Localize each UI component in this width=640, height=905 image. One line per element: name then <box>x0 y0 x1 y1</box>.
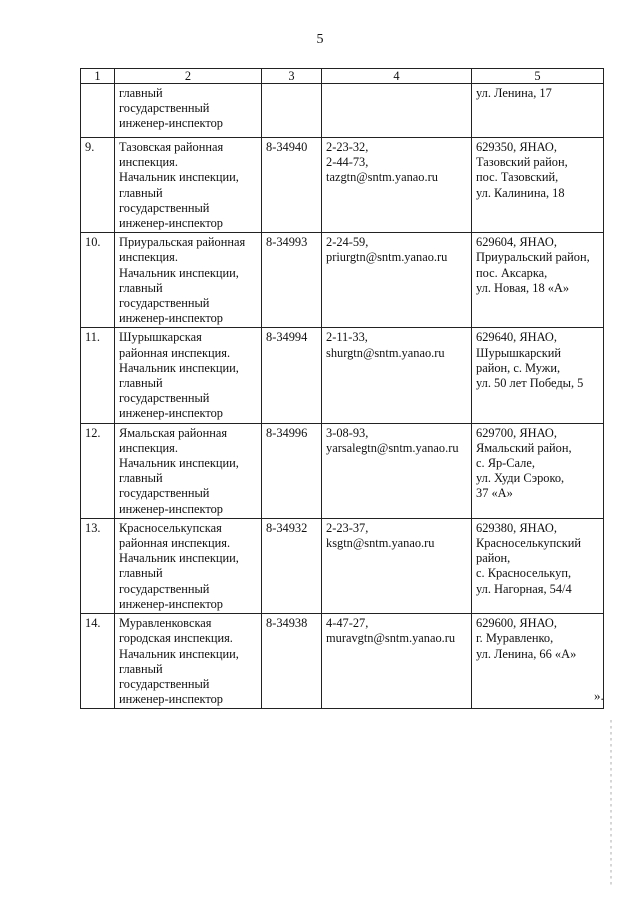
organization-line: инженер-инспектор <box>119 692 224 707</box>
phone-email-line: 2-23-32, <box>326 140 369 154</box>
organization-line: Тазовская районная <box>119 140 224 154</box>
organization-cell <box>115 84 262 138</box>
phone-email-line: yarsalegtn@sntm.yanao.ru <box>326 440 459 455</box>
organization-line: Муравленковская <box>119 616 212 631</box>
phone-email-cell <box>322 518 472 613</box>
row-number: 14. <box>81 614 115 709</box>
address-cell <box>472 84 604 138</box>
row-number: 12. <box>81 423 115 518</box>
organization-line: инженер-инспектор <box>119 116 224 131</box>
organization-line: инспекция. <box>119 250 178 265</box>
column-header: 1 <box>81 69 115 84</box>
phone-email-line: priurgtn@sntm.yanao.ru <box>326 250 448 265</box>
organization-line: главный <box>119 185 163 200</box>
address-cell <box>472 423 604 518</box>
organization-cell <box>115 233 262 328</box>
row-number: 11. <box>81 328 115 423</box>
organization-line: Красноселькупская <box>119 520 222 535</box>
address-line: район, с. Мужи, <box>476 360 561 375</box>
organization-line: государственный <box>119 581 210 596</box>
organization-line: главный <box>119 566 163 581</box>
address-line: 629604, ЯНАО, <box>476 235 557 250</box>
organization-cell <box>115 518 262 613</box>
organization-line: Начальник инспекции, <box>119 551 239 566</box>
closing-quote-mark: ». <box>594 688 604 703</box>
phone-email-line: tazgtn@sntm.yanao.ru <box>326 170 438 185</box>
address-line: 629600, ЯНАО, <box>476 616 557 631</box>
column-header: 2 <box>115 69 262 84</box>
address-line: 37 «А» <box>476 486 513 501</box>
organization-line: инженер-инспектор <box>119 311 224 326</box>
address-line: 629380, ЯНАО, <box>476 520 557 535</box>
column-header: 3 <box>262 69 322 84</box>
organization-line: инженер-инспектор <box>119 596 224 611</box>
address-line: Приуральский район, <box>476 250 590 265</box>
phone-email-cell <box>322 328 472 423</box>
phone-email-line: 4-47-27, <box>326 616 369 631</box>
organization-line: Начальник инспекции, <box>119 646 239 661</box>
organization-line: Начальник инспекции, <box>119 265 239 280</box>
address-line: 629700, ЯНАО, <box>476 425 557 440</box>
phone-code-cell <box>262 84 322 138</box>
table-row <box>81 84 604 138</box>
phone-code-cell: 8-34938 <box>262 614 322 709</box>
address-line: пос. Тазовский, <box>476 170 559 185</box>
phone-email-line: 2-23-37, <box>326 520 369 535</box>
phone-email-line: ksgtn@sntm.yanao.ru <box>326 536 435 551</box>
column-header: 4 <box>322 69 472 84</box>
organization-line: инженер-инспектор <box>119 406 224 421</box>
address-line: Шурышкарский <box>476 345 562 360</box>
address-cell <box>472 233 604 328</box>
phone-code-cell: 8-34993 <box>262 233 322 328</box>
address-line: с. Красноселькуп, <box>476 566 572 581</box>
organization-line: Начальник инспекции, <box>119 456 239 471</box>
organization-line: государственный <box>119 101 210 116</box>
address-line: ул. Ленина, 17 <box>476 86 552 100</box>
address-line: ул. Нагорная, 54/4 <box>476 581 572 596</box>
organization-line: государственный <box>119 676 210 691</box>
table-body <box>81 84 604 709</box>
organization-line: Начальник инспекции, <box>119 170 239 185</box>
organization-line: инженер-инспектор <box>119 501 224 516</box>
phone-email-cell <box>322 423 472 518</box>
phone-code-cell: 8-34994 <box>262 328 322 423</box>
address-line: г. Муравленко, <box>476 631 554 646</box>
address-cell <box>472 138 604 233</box>
phone-email-cell <box>322 233 472 328</box>
organization-line: инженер-инспектор <box>119 216 224 231</box>
organization-line: государственный <box>119 486 210 501</box>
organization-line: главный <box>119 471 163 486</box>
address-cell <box>472 328 604 423</box>
row-number: 9. <box>81 138 115 233</box>
address-line: ул. Худи Сэроко, <box>476 471 565 486</box>
organization-line: государственный <box>119 296 210 311</box>
table-row <box>81 614 604 709</box>
inspections-table <box>80 68 604 709</box>
organization-line: инспекция. <box>119 155 178 170</box>
address-line: ул. Новая, 18 «А» <box>476 280 570 295</box>
address-line: 629350, ЯНАО, <box>476 140 557 154</box>
row-number <box>81 84 115 138</box>
organization-line: Приуральская районная <box>119 235 246 250</box>
organization-line: районная инспекция. <box>119 345 231 360</box>
phone-email-line: 2-24-59, <box>326 235 369 250</box>
organization-line: районная инспекция. <box>119 536 231 551</box>
address-cell <box>472 518 604 613</box>
page-number: 5 <box>316 32 324 47</box>
organization-line: Начальник инспекции, <box>119 360 239 375</box>
organization-line: государственный <box>119 200 210 215</box>
address-line: пос. Аксарка, <box>476 265 548 280</box>
phone-email-line: 2-44-73, <box>326 155 369 170</box>
address-line: Тазовский район, <box>476 155 568 170</box>
scan-margin-dots <box>610 720 612 885</box>
organization-cell <box>115 328 262 423</box>
address-line: 629640, ЯНАО, <box>476 330 557 345</box>
address-line: Ямальский район, <box>476 440 572 455</box>
address-line: ул. Ленина, 66 «А» <box>476 646 577 661</box>
phone-email-line: 2-11-33, <box>326 330 368 345</box>
organization-line: главный <box>119 280 163 295</box>
phone-email-line: muravgtn@sntm.yanao.ru <box>326 631 456 646</box>
phone-code-cell: 8-34940 <box>262 138 322 233</box>
table-header-row <box>81 69 604 84</box>
table-row <box>81 423 604 518</box>
row-number: 13. <box>81 518 115 613</box>
organization-line: Шурышкарская <box>119 330 202 345</box>
address-line: ул. Калинина, 18 <box>476 185 565 200</box>
phone-email-cell <box>322 138 472 233</box>
phone-code-cell: 8-34932 <box>262 518 322 613</box>
phone-email-line: shurgtn@sntm.yanao.ru <box>326 345 445 360</box>
organization-line: главный <box>119 376 163 391</box>
organization-line: государственный <box>119 391 210 406</box>
phone-email-cell <box>322 614 472 709</box>
phone-code-cell: 8-34996 <box>262 423 322 518</box>
organization-cell <box>115 138 262 233</box>
phone-email-line: 3-08-93, <box>326 425 369 440</box>
organization-line: главный <box>119 86 163 100</box>
row-number: 10. <box>81 233 115 328</box>
organization-line: городская инспекция. <box>119 631 233 646</box>
address-line: с. Яр-Сале, <box>476 456 535 471</box>
organization-line: Ямальская районная <box>119 425 228 440</box>
organization-cell <box>115 614 262 709</box>
organization-line: инспекция. <box>119 440 178 455</box>
table-row <box>81 518 604 613</box>
address-cell <box>472 614 604 709</box>
table-row <box>81 233 604 328</box>
address-line: Красноселькупский <box>476 536 582 551</box>
organization-cell <box>115 423 262 518</box>
organization-line: главный <box>119 661 163 676</box>
table-row <box>81 138 604 233</box>
address-line: район, <box>476 551 511 566</box>
table-row <box>81 328 604 423</box>
column-header: 5 <box>472 69 604 84</box>
address-line: ул. 50 лет Победы, 5 <box>476 376 584 391</box>
phone-email-cell <box>322 84 472 138</box>
